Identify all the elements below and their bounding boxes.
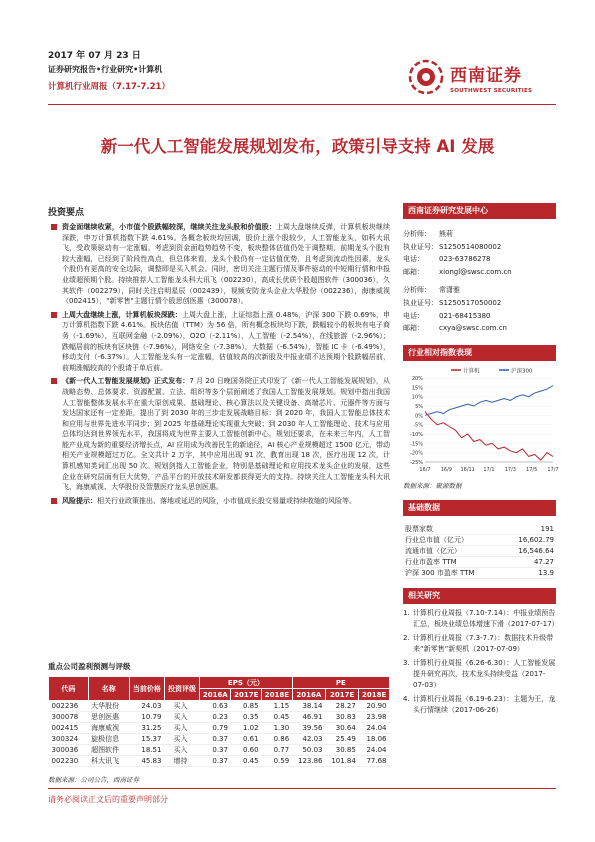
table-cell: 0.85	[231, 701, 262, 712]
analyst-name: 熊莉	[439, 230, 453, 238]
table-row	[49, 745, 390, 756]
table-cell: 18.06	[359, 734, 390, 745]
table-row	[49, 734, 390, 745]
y-tick-label: 5%	[415, 404, 423, 410]
basic-data-value: 191	[540, 525, 554, 533]
analyst-heading: 西南证券研究发展中心	[403, 203, 556, 219]
y-tick-label: -15%	[410, 441, 423, 448]
table-cell: 31.25	[129, 723, 164, 734]
col-year: 2018E	[359, 689, 390, 701]
table-cell: 002236	[49, 701, 89, 712]
y-tick-label: -10%	[410, 432, 423, 438]
legend-label: 计算机	[463, 368, 480, 375]
analyst-name: 常潇雅	[439, 286, 460, 295]
table-cell: 0.37	[200, 734, 231, 745]
x-tick-label: 17/5	[526, 467, 538, 473]
table-cell: 50.03	[292, 745, 325, 756]
basic-data-label: 行业市盈率 TTM	[405, 558, 457, 566]
table-cell: 23.98	[359, 712, 390, 723]
bullet-item: 资金面继续收紧，小市值个股跌幅较深，继续关注龙头股和价值股：上周大盘继续反弹，计算机板块继续深跌，申万计算机指数下跌 4.61%。各概念板块均回调，股价上涨个股较少，人工智能龙头，如科大讯飞，受政策驱动有一定涨幅。考虑到资金面趋势趋势不变，板块整体估值仍处于调整期，前期龙头个股有较大涨幅，已经到了阶段性高点，但总体来看，龙头个股仍有一定估值优势，且考虑到流动性因素，龙头个股仍有更高的安全边际，调整即是买入机会。同时，密切关注主题行情及事件驱动的中短期行情和中报业绩超预期个股。持续推荐人工智能龙头科大讯飞（002230），高成长优质个股超图软件（300036），久其软件（002279），同时关注启明星辰（002439），视频安防龙头企业大华股份（002236），海康威视（002415），"新零售"主题行情个股思创医惠（300078）。	[48, 222, 390, 307]
col-pe: PE	[292, 677, 389, 689]
table-cell: 39.56	[292, 723, 325, 734]
col-year: 2017E	[231, 689, 262, 701]
related-heading: 相关研究	[403, 588, 556, 604]
table-cell: 300036	[49, 745, 89, 756]
basic-data-value: 16,546.64	[518, 547, 554, 555]
table-title: 重点公司盈利预测与评级	[48, 662, 131, 671]
basic-data-row	[403, 568, 556, 579]
footer-divider	[48, 788, 556, 789]
basic-data-panel	[403, 500, 556, 579]
basic-data-row	[403, 535, 556, 546]
x-tick-label: 17/7	[547, 467, 559, 473]
related-report-title: 计算机行业周报（7.10-7.14）：中报业绩预告汇总，板块业绩总体增速下滑（2017-07-17）	[413, 609, 559, 628]
table-cell: 28.27	[326, 701, 359, 712]
table-cell: 20.90	[359, 701, 390, 712]
table-cell: 买入	[164, 745, 199, 756]
table-cell: 24.04	[359, 745, 390, 756]
related-panel	[403, 588, 559, 715]
basic-data-row	[403, 546, 556, 557]
related-report-link[interactable]	[403, 608, 559, 629]
table-cell: 300078	[49, 712, 89, 723]
table-cell: 科大讯飞	[88, 756, 129, 767]
analyst-email[interactable]: xiongl@swsc.com.cn	[439, 267, 512, 276]
col-year: 2016A	[292, 689, 325, 701]
table-cell: 0.86	[262, 734, 293, 745]
y-tick-label: -25%	[410, 460, 423, 466]
table-cell: 002415	[49, 723, 89, 734]
table-cell: 0.63	[200, 701, 231, 712]
analyst-license: S1250514080002	[439, 242, 502, 251]
basic-data-heading: 基础数据	[403, 500, 556, 516]
related-report-index: 2.	[403, 634, 410, 643]
analyst-email[interactable]: cxya@swsc.com.cn	[439, 324, 507, 333]
table-cell: 300324	[49, 734, 89, 745]
table-cell: 0.59	[262, 756, 293, 767]
bullet-item: 风险提示：相关行业政策推出、落地或延迟的风险，小市值成长股交易量或持续收缩的风险等。	[48, 496, 390, 507]
table-cell: 45.83	[129, 756, 164, 767]
related-report-index: 3.	[403, 659, 410, 668]
basic-data-value: 13.9	[538, 569, 554, 577]
table-cell: 买入	[164, 712, 199, 723]
chart-source: 数据来源：聚源数据	[403, 482, 462, 490]
related-report-title: 计算机行业周报（6.19-6.23）：主题为王，龙头行情继续（2017-06-26）	[413, 695, 556, 714]
bullet-item: 《新一代人工智能发展规划》正式发布：7 月 20 日晚国务院正式印发了《新一代人工智能发展规划》，从战略态势、总体要求、资源配置、立法、组织等多个层面阐述了我国人工智能发展规划。规划中指出我国人工智能整体发展水平在重大原创成果、基础理论、核心算法以及关键设备、高端芯片、元器件等方面与发达国家还有一定差距，提出了到 2030 年的三步走发展战略目标：到 2020 年，我国人工智能总体技术和应用与世界先进水平同步；到 2025 年基础理论实现重大突破；到 2030 年人工智能理论、技术与应用总体均达到世界领先水平，我国将成为世界主要人工智能创新中心。规划还要求，在未来三年内，人工智能产业成为新的重要经济增长点，AI 应用成为改善民生的新途径，AI 核心产业规模超过 1500 亿元，带动相关产业规模超过万亿。全文共计 2 万字，其中应用出现 91 次，教育出现 18 次，医疗出现 12 次，计算机感知类词汇出现 50 次。规划剑指人工智能企业，特别是基础理论和应用技术龙头企业的发展，这些企业在研究层面有巨大优势，产品平台的开放技术研发都获得更大的支持。持续关注人工智能龙头科大讯飞、海康威视、大华股份及智慧医疗龙头思创医惠。	[48, 376, 390, 493]
table-cell: 002230	[49, 756, 89, 767]
stock-forecast-table	[48, 676, 390, 767]
y-tick-label: -5%	[413, 422, 423, 429]
header-divider	[48, 104, 556, 105]
basic-data-row	[403, 557, 556, 568]
table-cell: 0.77	[262, 745, 293, 756]
x-tick-label: 16/7	[419, 467, 431, 473]
related-report-link[interactable]	[403, 658, 556, 690]
basic-data-label: 行业总市值（亿元）	[405, 536, 468, 544]
perf-chart-heading: 行业相对指数表现	[403, 345, 556, 361]
related-report-index: 1.	[403, 609, 410, 617]
y-tick-label: 10%	[411, 394, 423, 401]
y-tick-label: 20%	[411, 376, 423, 382]
table-cell: 0.37	[200, 745, 231, 756]
table-cell: 24.03	[129, 701, 164, 712]
summary-body	[48, 222, 390, 509]
y-tick-label: 15%	[411, 385, 423, 392]
table-cell: 大华股份	[88, 701, 129, 712]
logo-en: SOUTHWEST SECURITIES	[450, 87, 533, 94]
table-cell: 0.45	[262, 712, 293, 723]
table-cell: 46.91	[292, 712, 325, 723]
table-cell: 24.04	[359, 723, 390, 734]
y-tick-label: -20%	[410, 450, 423, 457]
table-cell: 0.37	[200, 756, 231, 767]
table-cell: 思创医惠	[88, 712, 129, 723]
related-report-title: 计算机行业周报（7.3-7.7）：数据技术升级带来“新零售”新契机（2017-07-09）	[413, 634, 554, 653]
report-category: 证券研究报告•行业研究•计算机	[48, 65, 163, 74]
col-year: 2017E	[326, 689, 359, 701]
table-cell: 1.30	[262, 723, 293, 734]
table-cell: 30.85	[326, 745, 359, 756]
summary-heading: 投资要点	[48, 208, 85, 218]
table-cell: 0.35	[231, 712, 262, 723]
col-rating: 投资评级	[164, 677, 199, 701]
series-line	[425, 386, 553, 416]
x-tick-label: 16/9	[440, 467, 452, 473]
table-cell: 海康威视	[88, 723, 129, 734]
basic-data-value: 47.27	[533, 558, 554, 566]
page-title: 新一代人工智能发展规划发布，政策引导支持 AI 发展	[100, 137, 495, 156]
x-tick-label: 16/11	[460, 467, 475, 473]
table-cell: 0.45	[231, 756, 262, 767]
footer-disclaimer: 请务必阅读正文后的重要声明部分	[48, 795, 168, 804]
basic-data-label: 股票家数	[405, 525, 433, 533]
table-source: 数据来源：公司公告，西南证券	[48, 776, 139, 784]
report-date: 2017 年 07 月 23 日	[48, 51, 141, 61]
table-cell: 0.79	[200, 723, 231, 734]
basic-data-value: 16,602.79	[518, 536, 554, 544]
table-row	[49, 756, 390, 767]
col-year: 2018E	[262, 689, 293, 701]
logo-emblem-icon	[408, 59, 444, 95]
table-cell: 超图软件	[88, 745, 129, 756]
analyst-license: S1250517050002	[439, 298, 502, 307]
col-name: 名称	[88, 677, 129, 701]
x-tick-label: 17/3	[504, 467, 516, 473]
logo-cn: 西南证券	[450, 65, 522, 86]
basic-data-row	[403, 524, 556, 535]
legend-label: 沪深300	[511, 368, 533, 375]
table-cell: 0.23	[200, 712, 231, 723]
related-report-index: 4.	[403, 695, 410, 704]
basic-data-label: 流通市值（亿元）	[405, 547, 461, 555]
table-cell: 30.83	[326, 712, 359, 723]
col-price: 当前价格	[129, 677, 164, 701]
table-row	[49, 712, 390, 723]
table-row	[49, 723, 390, 734]
table-cell: 0.60	[231, 745, 262, 756]
x-tick-label: 17/1	[483, 467, 495, 473]
col-eps: EPS（元）	[200, 677, 293, 689]
table-cell: 77.68	[359, 756, 390, 767]
table-cell: 18.51	[129, 745, 164, 756]
y-tick-label: 0%	[415, 413, 423, 420]
related-report-title: 计算机行业周报（6.26-6.30）：人工智能发展提升研究再次，技术龙头持续受益（2017-07-03）	[413, 659, 556, 689]
analyst-phone: 021-68415380	[439, 311, 491, 320]
table-cell: 买入	[164, 723, 199, 734]
table-cell: 0.61	[231, 734, 262, 745]
table-cell: 15.37	[129, 734, 164, 745]
col-year: 2016A	[200, 689, 231, 701]
col-code: 代码	[49, 677, 89, 701]
table-cell: 买入	[164, 701, 199, 712]
table-cell: 42.03	[292, 734, 325, 745]
table-row	[49, 701, 390, 712]
bullet-item: 上周大盘继续上涨，计算机板块深跌：上周大盘上涨，上证综指上涨 0.48%，沪深 300 下跌 0.69%，申万计算机指数下跌 4.61%。板块估值（TTM）为 56 倍，所有概念板块均下跌，跌幅较小的板块有电子商务（-1.69%），互联网金融（-2.09%），O2O（-2.11%），人工智能（-2.54%），在线旅游（-2.96%）；跌幅居前的板块有区块链（-7.96%），网络安全（-7.38%），大数据（-6.54%），智能 IC 卡（-6.49%），移动支付（-6.37%）。人工智能龙头有一定涨幅，估值较高的次新股及中报业绩不达预期个股跌幅居前，前期涨幅较高的个股请于单后前。	[48, 310, 390, 374]
table-cell: 1.15	[262, 701, 293, 712]
table-cell: 10.79	[129, 712, 164, 723]
table-cell: 25.49	[326, 734, 359, 745]
related-report-link[interactable]	[403, 694, 556, 715]
table-cell: 增持	[164, 756, 199, 767]
table-cell: 123.86	[292, 756, 325, 767]
basic-data-label: 沪深 300 市盈率 TTM	[405, 569, 475, 577]
table-cell: 30.64	[326, 723, 359, 734]
relative-index-chart	[403, 364, 559, 479]
table-cell: 1.02	[231, 723, 262, 734]
related-report-link[interactable]	[403, 633, 556, 654]
analyst-panel: 西南证券研究发展中心 分析师： 熊莉 执业证号： S1250514080002 电话： 023-63786278 邮箱： xiongl@swsc.com.cn 分析师： 常潇雅 执业证号： S1250517050002 电话： 021-68415380 邮箱： cxya@swsc.com.cn	[403, 203, 556, 335]
table-cell: 旋极信息	[88, 734, 129, 745]
table-cell: 101.84	[326, 756, 359, 767]
table-cell: 买入	[164, 734, 199, 745]
perf-chart-heading-wrap	[403, 345, 556, 361]
report-subtitle: 计算机行业周报（7.17-7.21）	[48, 82, 170, 92]
company-logo	[408, 56, 558, 98]
analyst-phone: 023-63786278	[439, 255, 491, 264]
table-cell: 38.14	[292, 701, 325, 712]
